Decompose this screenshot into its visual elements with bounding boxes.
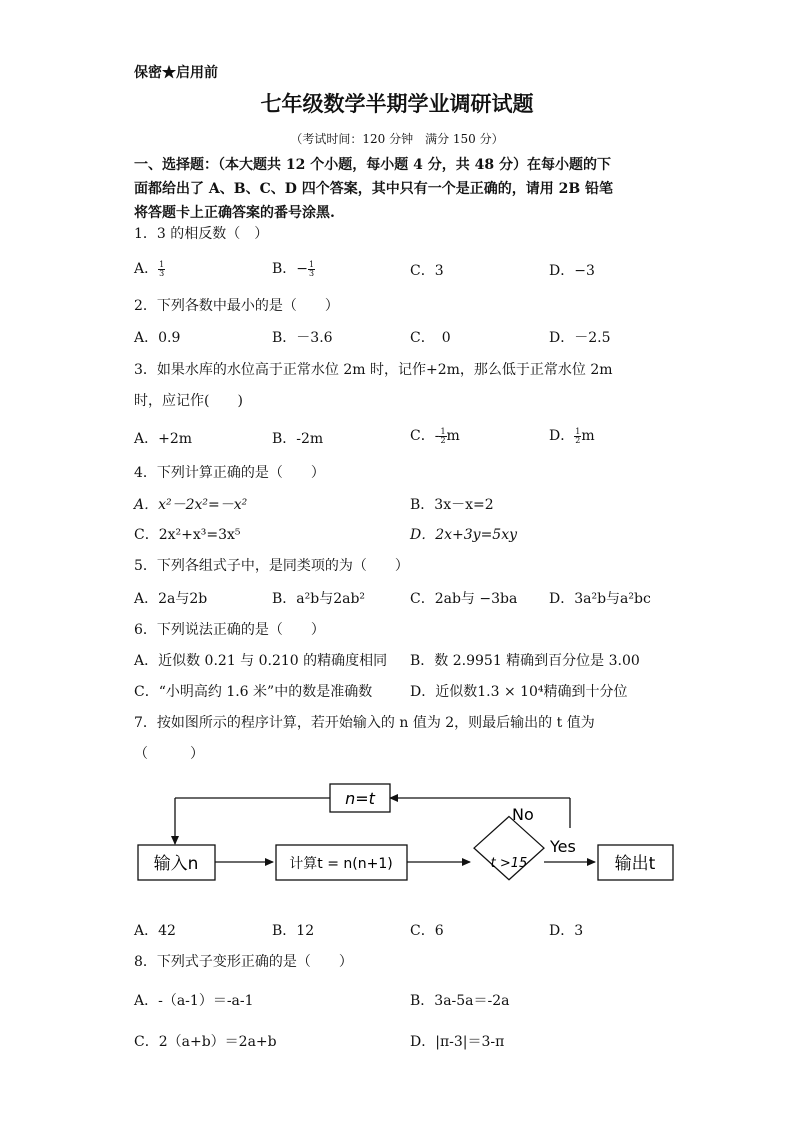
- section-instructions-line1: 一、选择题：（本大题共 12 个小题，每小题 4 分，共 48 分）在每小题的下: [134, 157, 611, 173]
- q1-stem: 1．3 的相反数（ ）: [134, 226, 269, 242]
- q3-option-a: A．+2m: [134, 431, 193, 447]
- fraction: $\frac{1}{3}$: [159, 259, 165, 278]
- q8-option-c: C．2（a+b）＝2a+b: [134, 1034, 277, 1050]
- fraction: $\frac{1}{2}$: [575, 426, 581, 445]
- output-label: 输出t: [614, 854, 656, 874]
- q1-option-c: C．3: [410, 263, 444, 279]
- q6-stem: 6．下列说法正确的是（ ）: [134, 622, 325, 638]
- q1-option-b: B．− $\frac{1}{3}$: [272, 259, 315, 278]
- exam-title: 七年级数学半期学业调研试题: [260, 91, 534, 116]
- q2-option-c: C． 0: [410, 330, 451, 346]
- q7-option-a: A．42: [134, 923, 176, 939]
- q5-option-c: C．2ab与 −3ba: [410, 591, 518, 607]
- confidential-label: 保密★启用前: [134, 65, 218, 81]
- q7-stem-line1: 7．按如图所示的程序计算，若开始输入的 n 值为 2，则最后输出的 t 值为: [134, 715, 595, 731]
- input-label: 输入n: [153, 854, 199, 874]
- q3-stem-line2: 时，应记作( ): [134, 393, 243, 409]
- q2-option-d: D．－2.5: [549, 330, 611, 346]
- q7-stem-line2: （ ）: [134, 746, 204, 762]
- q3-option-b: B．-2m: [272, 431, 324, 447]
- q7-option-c: C．6: [410, 923, 444, 939]
- q2-stem: 2．下列各数中最小的是（ ）: [134, 298, 339, 314]
- fraction: $\frac{1}{3}$: [309, 259, 315, 278]
- q7-option-b: B．12: [272, 923, 315, 939]
- q3-option-d: D． $\frac{1}{2}$ m: [549, 426, 595, 445]
- q5-option-b: B．a²b与2ab²: [272, 591, 366, 607]
- q8-option-a: A．-（a-1）＝-a-1: [134, 993, 254, 1009]
- q6-option-b: B．数 2.9951 精确到百分位是 3.00: [410, 653, 640, 669]
- q4-option-a: A．x²－2x²=－x²: [134, 497, 248, 513]
- section-instructions-line3: 将答题卡上正确答案的番号涂黑.: [134, 205, 335, 221]
- q1-option-d: D．−3: [549, 263, 595, 279]
- q4-option-b: B．3x－x=2: [410, 497, 494, 513]
- no-label: No: [512, 805, 534, 824]
- q2-option-a: A．0.9: [134, 330, 181, 346]
- yes-label: Yes: [550, 837, 576, 856]
- fraction: $\frac{1}{2}$: [440, 426, 446, 445]
- q5-option-a: A．2a与2b: [134, 591, 208, 607]
- q1-option-a: A． $\frac{1}{3}$: [134, 259, 165, 278]
- q2-option-b: B．－3.6: [272, 330, 333, 346]
- q4-option-c: C．2x²+x³=3x⁵: [134, 527, 241, 543]
- program-flowchart: [130, 778, 680, 888]
- q6-option-a: A．近似数 0.21 与 0.210 的精确度相同: [134, 653, 388, 669]
- q3-stem-line1: 3．如果水库的水位高于正常水位 2m 时，记作+2m，那么低于正常水位 2m: [134, 362, 613, 378]
- compute-label: 计算t = n(n+1): [289, 856, 393, 872]
- q3-option-c: C．- $\frac{1}{2}$ m: [410, 426, 460, 445]
- q8-stem: 8．下列式子变形正确的是（ ）: [134, 954, 353, 970]
- q6-option-c: C．“小明高约 1.6 米”中的数是准确数: [134, 684, 373, 700]
- q8-option-b: B．3a-5a＝-2a: [410, 993, 510, 1009]
- q7-option-d: D．3: [549, 923, 584, 939]
- section-instructions-line2: 面都给出了 A、B、C、D 四个答案，其中只有一个是正确的，请用 2B 铅笔: [134, 181, 614, 197]
- q4-option-d: D．2x+3y=5xy: [410, 527, 518, 543]
- q5-stem: 5．下列各组式子中，是同类项的为（ ）: [134, 558, 409, 574]
- q4-stem: 4．下列计算正确的是（ ）: [134, 465, 325, 481]
- condition-label: t >15: [490, 856, 528, 871]
- exam-subtitle: （考试时间：120 分钟 满分 150 分）: [290, 132, 504, 146]
- q6-option-d: D．近似数1.3 × 10⁴精确到十分位: [410, 684, 628, 700]
- q5-option-d: D．3a²b与a²bc: [549, 591, 651, 607]
- q8-option-d: D．|π-3|＝3-π: [410, 1034, 505, 1050]
- assign-label: n=t: [345, 789, 375, 808]
